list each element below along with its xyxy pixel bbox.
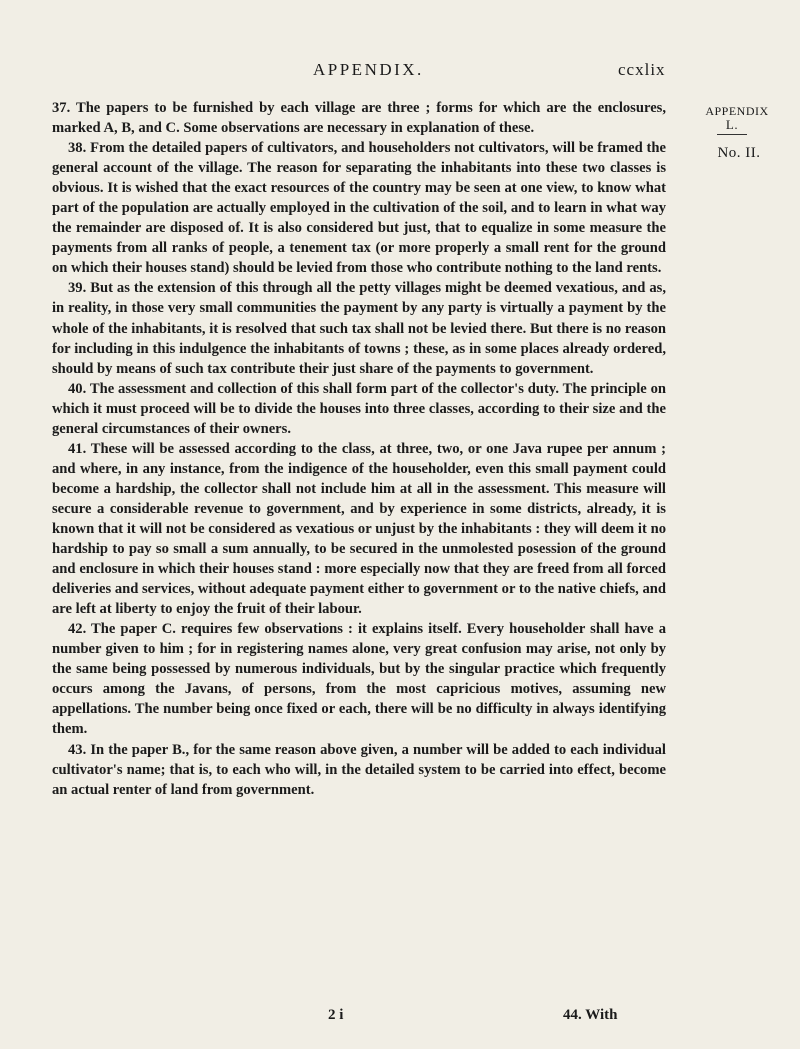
paragraph-38: 38. From the detailed papers of cultivators, and householders not cultivators, will be framed the general account of the village. The reason for separating the inhabitants into these two classes is obvious. It is wished that the exact resources of the country may be seen at one view, to know what part of the population are actually employed in the cultivation of the soil, and to learn in what way the remainder are disposed of. It is also considered but just, that to equalize in some measure the payments from all ranks of people, a tenement tax (or more properly a small rent for the ground on which their houses stand) should be levied from those who contribute nothing to the land rents.: [52, 140, 666, 277]
margin-note-appendix: APPENDIX: [705, 104, 769, 118]
page-number: ccxlix: [618, 60, 666, 79]
margin-note-letter: L.: [725, 117, 739, 132]
paragraph-42: 42. The paper C. requires few observations : it explains itself. Every householder shall have a number given to him ; for in registering names alone, very great confusion may arise, not only by the same being possessed by numerous individuals, but by the singular practice which frequently occurs among the Javans, of persons, from the most capricious motives, assuming new appellations. The number being once fixed or each, there will be no difficulty in always identifying them.: [52, 621, 666, 738]
paragraph-40: 40. The assessment and collection of this shall form part of the collector's duty. The principle on which it must proceed will be to divide the houses into three classes, according to their size and the general circumstances of their owners.: [52, 380, 666, 437]
paragraph-41: 41. These will be assessed according to the class, at three, two, or one Java rupee per annum ; and where, in any instance, from the indigence of the householder, even this small payment could become a hardship, the collector shall not include him at all in the assessment. This measure will secure a considerable revenue to government, and by experience in some districts, already, it is known that it will not be considered as vexatious or unjust by the inhabitants : they will deem it no hardship to pay so small a sum annually, to be secured in the unmolested posession of the ground and enclosure in which their houses stand : more especially now that they are freed from all forced deliveries and services, without adequate payment either to government or to the native chiefs, and are left at liberty to enjoy the fruit of their labour.: [52, 440, 666, 618]
margin-note-number: No. II.: [717, 145, 761, 161]
paragraph-43: 43. In the paper B., for the same reason above given, a number will be added to each individual cultivator's name; that is, to each who will, in the detailed system to be carried into effect, become an actual renter of land from government.: [52, 741, 666, 798]
margin-note-rule: [717, 134, 747, 135]
running-head: APPENDIX.: [313, 60, 424, 79]
paragraph-37: 37. The papers to be furnished by each village are three ; forms for which are the enclosures, marked A, B, and C. Some observations are necessary in explanation of these.: [52, 100, 666, 137]
margin-note: [674, 104, 790, 162]
paragraph-39: 39. But as the extension of this through all the petty villages might be deemed vexatious, and as, in reality, in those very small communities the payment by any party is virtually a payment by the whole of the inhabitants, it is resolved that such tax shall not be levied there. But there is no reason for including in this indulgence the inhabitants of towns ; these, as in some places already ordered, should by means of such tax contribute their just share of the payments to government.: [52, 280, 666, 377]
body-text: [52, 98, 666, 800]
page-footer: [0, 1007, 800, 1029]
catchword: 44. With: [563, 1007, 618, 1023]
signature-mark: 2 i: [328, 1007, 344, 1023]
page-header: [0, 60, 800, 84]
